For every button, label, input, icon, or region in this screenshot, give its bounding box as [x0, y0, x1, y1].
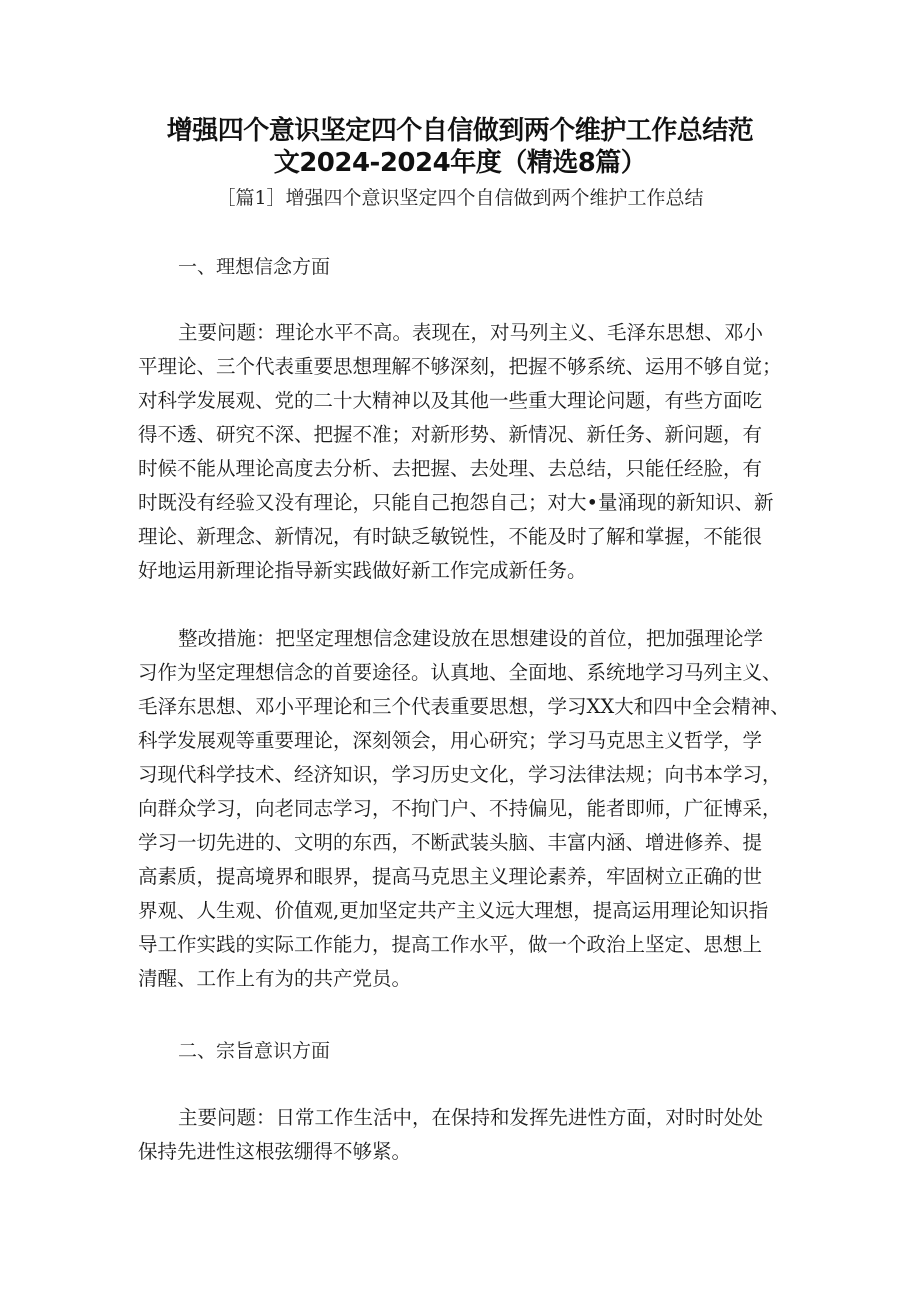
document-title-line-1: 增强四个意识坚定四个自信做到两个维护工作总结范 [166, 116, 754, 146]
text-line: 保持先进性这根弦绷得不够紧。 [138, 1140, 412, 1163]
paragraph-main-problems-ideals [138, 316, 800, 588]
text-line: 学习一切先进的、文明的东西，不断武装头脑、丰富内涵、增进修养、提 [138, 831, 763, 854]
text-line: 科学发展观等重要理论，深刻领会，用心研究；学习马克思主义哲学，学 [138, 729, 763, 752]
paragraph-rectification-ideals [138, 622, 800, 996]
text-line: 得不透、研究不深、把握不准；对新形势、新情况、新任务、新问题，有 [138, 423, 763, 446]
section-heading-ideals: 一、理想信念方面 [178, 256, 331, 278]
text-line: 时既没有经验又没有理论，只能自己抱怨自己；对大•量涌现的新知识、新 [138, 491, 774, 514]
text-line: 时候不能从理论高度去分析、去把握、去处理、去总结，只能任经脸，有 [138, 457, 763, 480]
text-line: 主要问题：日常工作生活中，在保持和发挥先进性方面，对时时处处 [178, 1106, 764, 1129]
text-line: 整改措施：把坚定理想信念建设放在思想建设的首位，把加强理论学 [178, 627, 764, 650]
text-line: 导工作实践的实际工作能力，提高工作水平，做一个政治上坚定、思想上 [138, 933, 763, 956]
text-line: 向群众学习，向老同志学习，不拘门户、不持偏见，能者即师，广征博采， [138, 797, 782, 820]
section-heading-purpose: 二、宗旨意识方面 [178, 1040, 331, 1062]
text-line: 毛泽东思想、邓小平理论和三个代表重要思想，学习XX大和四中全会精神、 [138, 695, 790, 718]
text-line: 清醒、工作上有为的共产党员。 [138, 967, 412, 990]
text-line: 平理论、三个代表重要思想理解不够深刻，把握不够系统、运用不够自觉； [138, 355, 782, 378]
text-line: 理论、新理念、新情况，有时缺乏敏锐性，不能及时了解和掌握，不能很 [138, 525, 763, 548]
article-subtitle: ［篇1］增强四个意识坚定四个自信做到两个维护工作总结 [216, 187, 704, 209]
text-line: 习作为坚定理想信念的首要途径。认真地、全面地、系统地学习马列主义、 [138, 661, 782, 684]
paragraph-main-problems-purpose [138, 1101, 800, 1169]
text-line: 习现代科学技术、经济知识，学习历史文化，学习法律法规；向书本学习， [138, 763, 782, 786]
document-title-line-2: 文2024-2024年度（精选8篇） [273, 148, 647, 178]
text-line: 对科学发展观、党的二十大精神以及其他一些重大理论问题，有些方面吃 [138, 389, 763, 412]
text-line: 高素质，提高境界和眼界，提高马克思主义理论素养，牢固树立正确的世 [138, 865, 763, 888]
text-line: 主要问题：理论水平不高。表现在，对马列主义、毛泽东思想、邓小 [178, 321, 764, 344]
text-line: 界观、人生观、价值观,更加坚定共产主义远大理想，提高运用理论知识指 [138, 899, 769, 922]
text-line: 好地运用新理论指导新实践做好新工作完成新任务。 [138, 559, 587, 582]
